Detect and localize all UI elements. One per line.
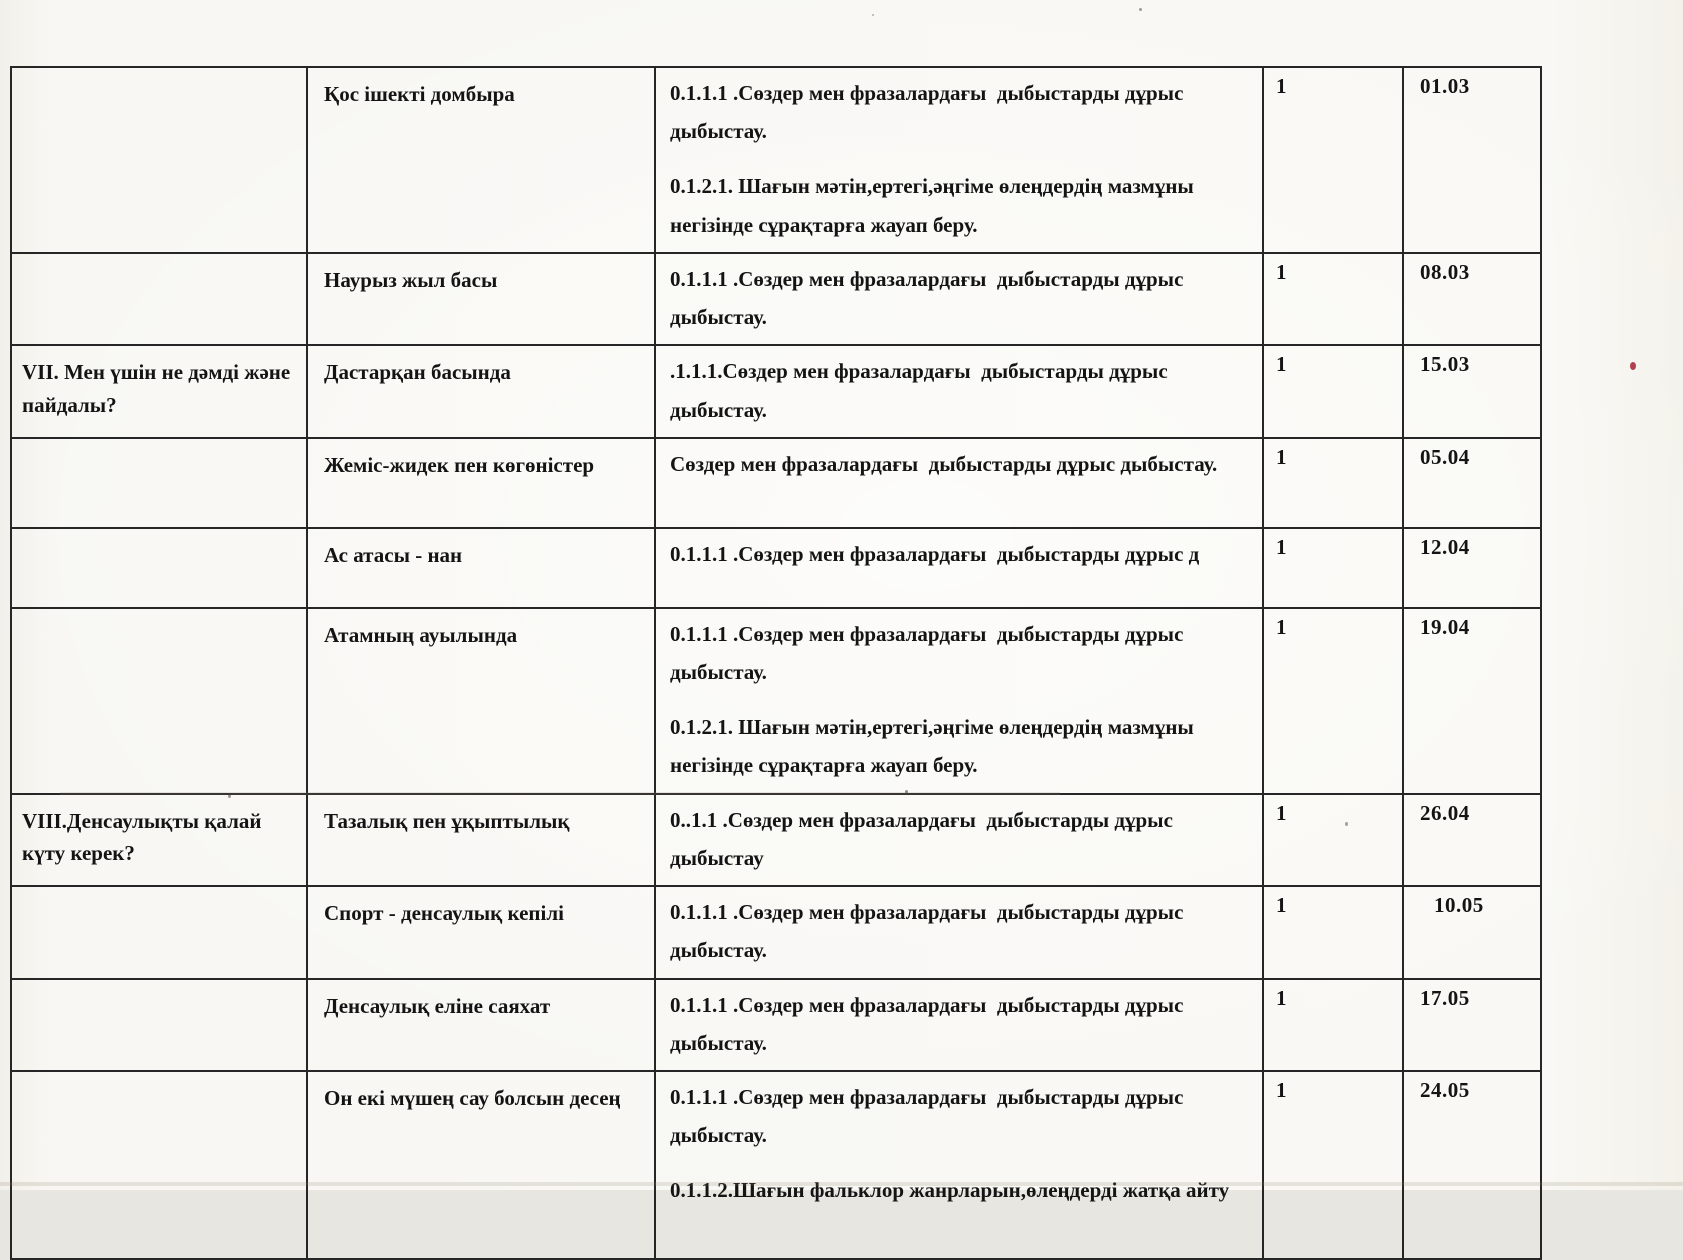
date-cell [1403, 253, 1541, 345]
lesson-topic: Ас атасы - нан [324, 542, 463, 567]
hours-cell [1263, 1071, 1403, 1259]
hours-value: 1 [1276, 893, 1287, 918]
curriculum-table [10, 66, 1542, 1260]
date-value: 10.05 [1434, 893, 1484, 918]
objectives-cell [655, 528, 1263, 608]
objective-paragraph: 0.1.1.1 .Сөздер мен фразалардағы дыбыстарды дұрыс дыбыстау. [670, 1084, 1189, 1148]
topic-cell [307, 528, 655, 608]
date-value: 05.04 [1420, 444, 1470, 469]
date-cell [1403, 608, 1541, 794]
lesson-topic: Он екі мүшең сау болсын десең [324, 1085, 621, 1110]
hours-cell [1263, 886, 1403, 978]
hours-cell [1263, 345, 1403, 437]
section-cell [11, 345, 307, 437]
objectives-cell [655, 979, 1263, 1071]
section-title: VIII.Денсаулықты қалай күту керек? [22, 808, 262, 866]
section-title: VII. Мен үшін не дәмді және пайдалы? [22, 360, 291, 417]
topic-cell [307, 67, 655, 253]
table-row [11, 794, 1541, 886]
objective-paragraph: 0.1.2.1. Шағын мәтін,ертегі,әңгіме өлеңдердің мазмұны негізінде сұрақтарға жауап беру. [670, 715, 1200, 778]
objective-paragraph: 0.1.1.1 .Сөздер мен фразалардағы дыбыстарды дұрыс дыбыстау. [670, 81, 1189, 144]
section-cell [11, 608, 307, 794]
hours-value: 1 [1276, 1077, 1287, 1102]
objectives-cell [655, 345, 1263, 437]
hours-value: 1 [1276, 534, 1287, 559]
red-ink-dot [1630, 362, 1636, 370]
objective-paragraph: 0..1.1 .Сөздер мен фразалардағы дыбыстарды дұрыс дыбыстау [670, 807, 1179, 870]
date-value: 19.04 [1420, 614, 1470, 639]
topic-cell [307, 979, 655, 1071]
objectives-cell [655, 608, 1263, 794]
section-cell [11, 67, 307, 253]
table-row [11, 67, 1541, 253]
objective-paragraph: 0.1.1.1 .Сөздер мен фразалардағы дыбыстарды дұрыс дыбыстау. [670, 900, 1189, 963]
scan-speck [872, 14, 874, 16]
topic-cell [307, 886, 655, 978]
section-cell [11, 1071, 307, 1259]
hours-cell [1263, 438, 1403, 528]
table-row [11, 979, 1541, 1071]
hours-cell [1263, 979, 1403, 1071]
lesson-topic: Қос ішекті домбыра [324, 82, 515, 106]
hours-value: 1 [1276, 614, 1287, 639]
topic-cell [307, 438, 655, 528]
section-cell [11, 979, 307, 1071]
topic-cell [307, 608, 655, 794]
table-row [11, 528, 1541, 608]
section-cell [11, 794, 307, 886]
hours-value: 1 [1276, 352, 1287, 377]
hours-cell [1263, 253, 1403, 345]
objective-paragraph: Сөздер мен фразалардағы дыбыстарды дұрыс дыбыстау. [670, 451, 1218, 476]
lesson-topic: Атамның ауылында [324, 622, 518, 647]
table-row [11, 1071, 1541, 1259]
hours-value: 1 [1276, 259, 1287, 284]
date-cell [1403, 794, 1541, 886]
date-value: 24.05 [1420, 1077, 1470, 1102]
topic-cell [307, 345, 655, 437]
table-row [11, 886, 1541, 978]
objectives-cell [655, 253, 1263, 345]
date-cell [1403, 1071, 1541, 1259]
topic-cell [307, 1071, 655, 1259]
objective-paragraph: .1.1.1.Сөздер мен фразалардағы дыбыстарды дұрыс дыбыстау. [670, 359, 1173, 422]
hours-value: 1 [1276, 74, 1287, 98]
date-value: 17.05 [1420, 985, 1470, 1010]
date-value: 08.03 [1420, 259, 1470, 284]
table-row [11, 608, 1541, 794]
section-cell [11, 886, 307, 978]
objectives-cell [655, 67, 1263, 253]
section-cell [11, 528, 307, 608]
date-cell [1403, 886, 1541, 978]
date-value: 01.03 [1420, 74, 1470, 98]
date-cell [1403, 67, 1541, 253]
table-row [11, 438, 1541, 528]
date-value: 15.03 [1420, 352, 1470, 377]
date-value: 12.04 [1420, 534, 1470, 559]
section-cell [11, 438, 307, 528]
objectives-cell [655, 1071, 1263, 1259]
objectives-cell [655, 794, 1263, 886]
objective-paragraph: 0.1.1.1 .Сөздер мен фразалардағы дыбыстарды дұрыс дыбыстау. [670, 992, 1189, 1055]
hours-cell [1263, 67, 1403, 253]
hours-cell [1263, 608, 1403, 794]
objective-paragraph: 0.1.1.1 .Сөздер мен фразалардағы дыбыстарды дұрыс дыбыстау. [670, 621, 1189, 684]
lesson-topic: Тазалық пен ұқыптылық [324, 808, 570, 833]
objective-paragraph: 0.1.2.1. Шағын мәтін,ертегі,әңгіме өлеңдердің мазмұны негізінде сұрақтарға жауап беру. [670, 174, 1200, 237]
objective-paragraph: 0.1.1.1 .Сөздер мен фразалардағы дыбыстарды дұрыс дыбыстау. [670, 266, 1189, 330]
hours-value: 1 [1276, 444, 1287, 469]
lesson-topic: Дастарқан басында [324, 360, 511, 385]
objective-paragraph: 0.1.1.2.Шағын фальклор жанрларын,өлеңдерді жатқа айту [670, 1178, 1230, 1203]
date-cell [1403, 438, 1541, 528]
hours-cell [1263, 528, 1403, 608]
lesson-topic: Жеміс-жидек пен көгөністер [324, 452, 595, 477]
lesson-topic: Наурыз жыл басы [324, 267, 498, 292]
lesson-topic: Денсаулық еліне саяхат [324, 993, 551, 1018]
date-cell [1403, 979, 1541, 1071]
hours-cell [1263, 794, 1403, 886]
scan-speck [1139, 8, 1142, 11]
topic-cell [307, 253, 655, 345]
date-value: 26.04 [1420, 800, 1470, 825]
objectives-cell [655, 886, 1263, 978]
date-cell [1403, 528, 1541, 608]
topic-cell [307, 794, 655, 886]
hours-value: 1 [1276, 800, 1287, 825]
hours-value: 1 [1276, 985, 1287, 1010]
section-cell [11, 253, 307, 345]
objectives-cell [655, 438, 1263, 528]
table-row [11, 253, 1541, 345]
table-row [11, 345, 1541, 437]
objective-paragraph: 0.1.1.1 .Сөздер мен фразалардағы дыбыстарды дұрыс д [670, 541, 1200, 566]
lesson-topic: Спорт - денсаулық кепілі [324, 901, 564, 926]
date-cell [1403, 345, 1541, 437]
